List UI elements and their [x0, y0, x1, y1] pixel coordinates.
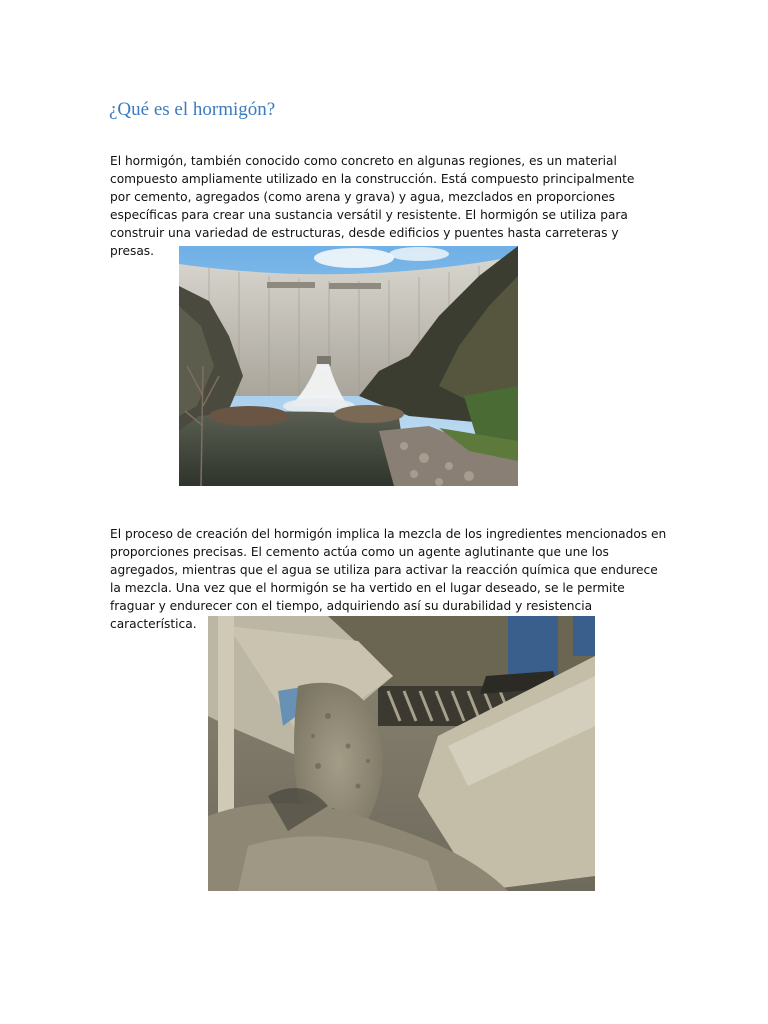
- process-paragraph: El proceso de creación del hormigón implica la mezcla de los ingredientes mencionados en proporciones precisas. El cemento actúa como un agente aglutinante que une los agregados, mientras que el agua se utiliza para activar la reacción química que endurece la mezcla. Una vez que el hormigón se ha vertido en el lugar deseado, se le permite fraguar y endurecer con el tiempo, adquiriendo así su durabilidad y resistencia característica.: [110, 527, 667, 631]
- concrete-pour-photo: [208, 616, 595, 891]
- dam-photo: [179, 246, 518, 486]
- document-title: ¿Qué es el hormigón?: [109, 99, 276, 120]
- intro-paragraph: El hormigón, también conocido como concreto en algunas regiones, es un material compuesto ampliamente utilizado en la construcción. Está compuesto principalmente por cemento, agregados (como arena y grava) y agua, mezclados en proporciones específicas para crear una sustancia versátil y resistente. El hormigón se utiliza para construir una variedad de estructuras, desde edificios y puentes hasta carreteras y presas.: [110, 154, 635, 258]
